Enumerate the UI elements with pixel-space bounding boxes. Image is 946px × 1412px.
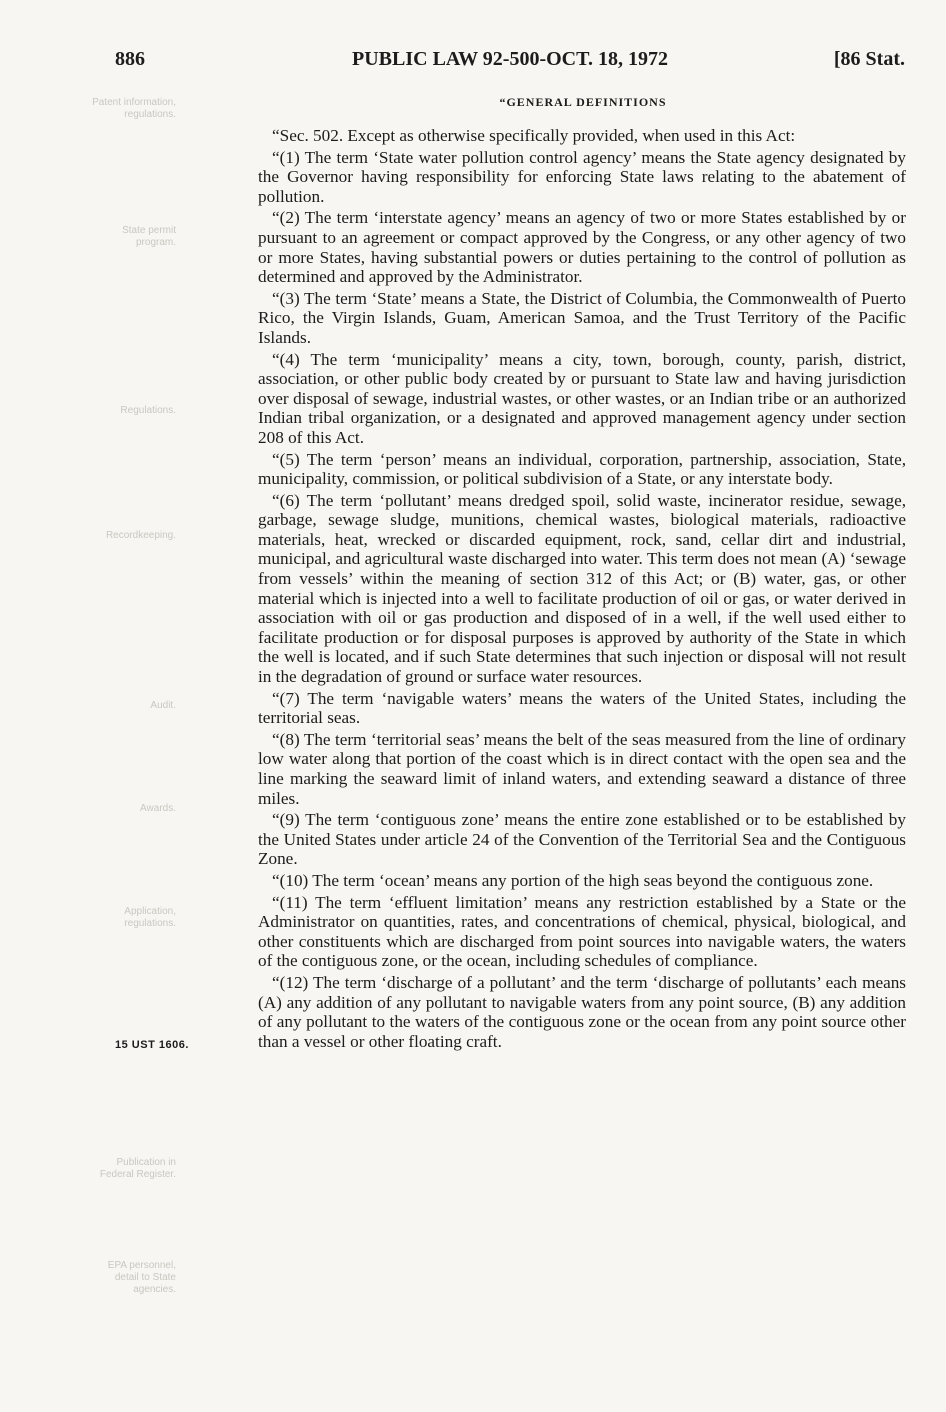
bleed-through-note: Patent information, regulations. [92,97,176,120]
bleed-through-note: Awards. [140,803,176,814]
statute-reference: [86 Stat. [833,48,905,70]
section-heading: “GENERAL DEFINITIONS [499,95,667,109]
definition-10: “(10) The term ‘ocean’ means any portion of the high seas beyond the contiguous zone. [272,870,874,890]
definition-8: “(8) The term ‘territorial seas’ means the belt of the seas measured from the line of ordinary low water along that portion of the coast which is in direct contact with the open sea and the line marking the seaward limit of inland waters, and extending seaward a distance of three miles. [258,729,906,808]
definition-5: “(5) The term ‘person’ means an individual, corporation, partnership, association, State, municipality, commission, or political subdivision of a State, or any interstate body. [258,449,906,489]
bleed-through-note: EPA personnel, detail to State agencies. [107,1260,176,1295]
definition-4: “(4) The term ‘municipality’ means a city, town, borough, county, parish, district, association, or other public body created by or pursuant to State law and having jurisdiction over disposal of sewage, industrial wastes, or other wastes, or an Indian tribe or an authorized Indian tribal organization, or a designated and approved management agency under section 208 of this Act. [258,349,906,447]
bleed-through-note: Publication in Federal Register. [99,1157,176,1180]
definition-3: “(3) The term ‘State’ means a State, the District of Columbia, the Commonwealth of Puerto Rico, the Virgin Islands, Guam, American Samoa, and the Trust Territory of the Pacific Islands. [258,288,906,347]
margin-citation: 15 UST 1606. [115,1039,189,1051]
definition-2: “(2) The term ‘interstate agency’ means an agency of two or more States established by or pursuant to an agreement or compact approved by the Congress, or any other agency of two or more States, having substantial powers or duties pertaining to the control of pollution as determined and approved by the Administrator. [258,208,906,287]
bleed-through-note: Application, regulations. [124,906,176,929]
definition-9: “(9) The term ‘contiguous zone’ means the entire zone established or to be established by the United States under article 24 of the Convention of the Territorial Sea and the Contiguous Zone. [258,810,906,869]
bleed-through-note: Audit. [150,700,176,711]
bleed-through-note: State permit program. [122,225,176,248]
bleed-through-note: Regulations. [120,405,176,416]
running-title: PUBLIC LAW 92-500-OCT. 18, 1972 [352,48,668,70]
definition-7: “(7) The term ‘navigable waters’ means the waters of the United States, including the territorial seas. [258,688,906,728]
page-number: 886 [115,48,145,70]
page-header [115,48,905,78]
definition-11: “(11) The term ‘effluent limitation’ means any restriction established by a State or the Administrator on quantities, rates, and concentrations of chemical, physical, biological, and other constituents which are discharged from point sources into navigable waters, the waters of the contiguous zone, or the ocean, including schedules of compliance. [258,892,906,971]
section-intro: “Sec. 502. Except as otherwise specifically provided, when used in this Act: [272,126,796,145]
definition-6: “(6) The term ‘pollutant’ means dredged spoil, solid waste, incinerator residue, sewage, garbage, sewage sludge, munitions, chemical wastes, biological materials, radioactive materials, heat, wrecked or discarded equipment, rock, sand, cellar dirt and industrial, municipal, and agricultural waste discharged into water. This term does not mean (A) ‘sewage from vessels’ within the meaning of section 312 of this Act; or (B) water, gas, or other material which is injected into a well to facilitate production of oil or gas, or water derived in association with oil or gas production and disposed of in a well, if the well used either to facilitate production or for disposal purposes is approved by authority of the State in which the well is located, and if such State determines that such injection or disposal will not result in the degradation of ground or surface water resources. [258,490,906,687]
definition-1: “(1) The term ‘State water pollution control agency’ means the State agency designated by the Governor having responsibility for enforcing State laws relating to the abatement of pollution. [258,147,906,206]
statute-body [258,126,906,1053]
definition-12: “(12) The term ‘discharge of a pollutant’ and the term ‘discharge of pollutants’ each means (A) any addition of any pollutant to navigable waters from any point source, (B) any addition of any pollutant to the waters of the contiguous zone or the ocean from any point source other than a vessel or other floating craft. [258,972,906,1051]
bleed-through-note: Recordkeeping. [105,530,176,541]
